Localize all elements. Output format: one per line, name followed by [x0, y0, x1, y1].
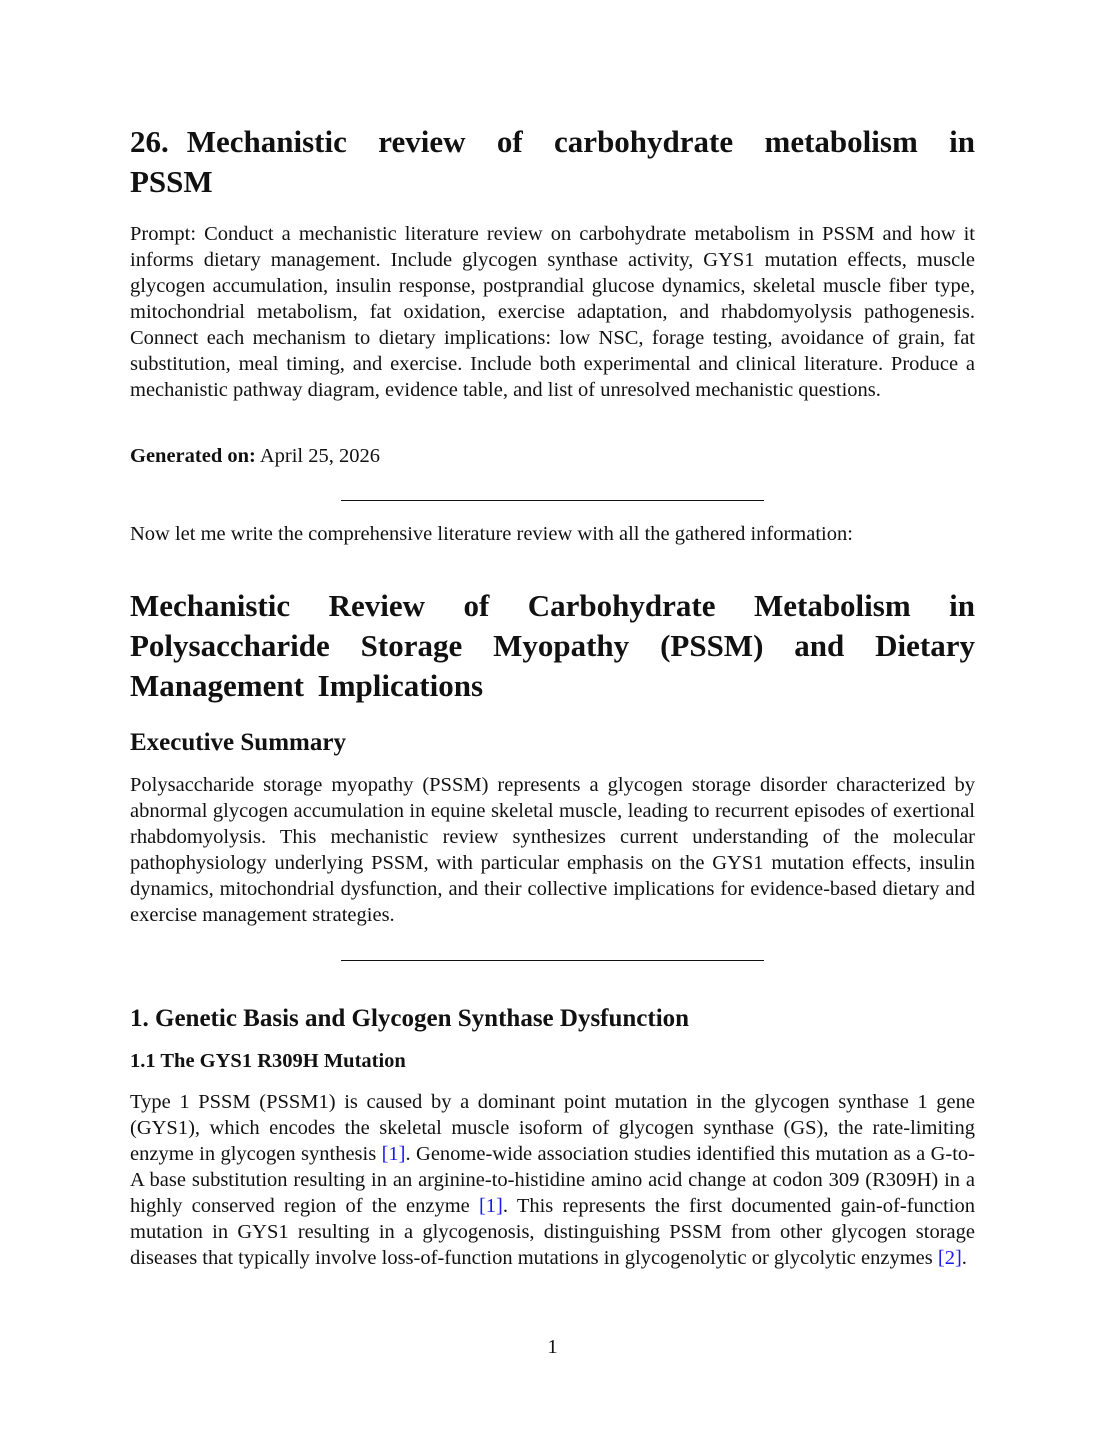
- citation-link-2[interactable]: [2]: [937, 1247, 962, 1269]
- horizontal-rule: [341, 960, 764, 961]
- subsection-1-1-paragraph: [130, 1089, 975, 1271]
- citation-link-1[interactable]: [1]: [381, 1143, 406, 1165]
- document-title: [130, 122, 975, 202]
- intro-paragraph: Now let me write the comprehensive literature review with all the gathered information:: [130, 523, 853, 545]
- paragraph-text: . Genome-wide association studies identified this mutation as a G-to-A base substitution resulting in an arginine-to-histidine amino acid change at codon 309 (R309H) in a highly conserved region of the enzyme: [130, 1143, 975, 1217]
- paragraph-text: . This represents the first documented gain-of-function mutation in GYS1 resulting in a glycogenosis, distinguishing PSSM from other glycogen storage diseases that typically involve loss-of-function mutations in glycogenolytic or glycolytic enzymes: [130, 1195, 975, 1269]
- generated-date: April 25, 2026: [259, 445, 380, 467]
- paragraph-text: .: [961, 1247, 967, 1269]
- subsection-1-1-heading: 1.1 The GYS1 R309H Mutation: [130, 1050, 406, 1072]
- generated-label: Generated on:: [130, 445, 256, 467]
- executive-summary-heading: Executive Summary: [130, 729, 346, 756]
- horizontal-rule: [341, 500, 764, 501]
- paragraph-text: Type 1 PSSM (PSSM1) is caused by a dominant point mutation in the glycogen synthase 1 gene (GYS1), which encodes the skeletal muscle isoform of glycogen synthase (GS), the rate-limiting enzyme in glycogen synthesis: [130, 1091, 975, 1165]
- generated-on-line: [130, 443, 975, 469]
- page-number: 1: [547, 1336, 558, 1358]
- title-text: Mechanistic review of carbohydrate metabolism in PSSM: [130, 124, 975, 199]
- citation-link-1[interactable]: [1]: [478, 1195, 503, 1217]
- main-title: Mechanistic Review of Carbohydrate Metabolism in Polysaccharide Storage Myopathy (PSSM) and Dietary Management Implications: [130, 588, 975, 703]
- executive-summary-paragraph: Polysaccharide storage myopathy (PSSM) represents a glycogen storage disorder characterized by abnormal glycogen accumulation in equine skeletal muscle, leading to recurrent episodes of exertional rhabdomyolysis. This mechanistic review synthesizes current understanding of the molecular pathophysiology underlying PSSM, with particular emphasis on the GYS1 mutation effects, insulin dynamics, mitochondrial dysfunction, and their collective implications for evidence-based dietary and exercise management strategies.: [130, 774, 975, 926]
- section-1-heading: 1. Genetic Basis and Glycogen Synthase Dysfunction: [130, 1005, 690, 1032]
- title-number: 26.: [130, 124, 169, 159]
- prompt-paragraph: Prompt: Conduct a mechanistic literature review on carbohydrate metabolism in PSSM and how it informs dietary management. Include glycogen synthase activity, GYS1 mutation effects, muscle glycogen accumulation, insulin response, postprandial glucose dynamics, skeletal muscle fiber type, mitochondrial metabolism, fat oxidation, exercise adaptation, and rhabdomyolysis pathogenesis. Connect each mechanism to dietary implications: low NSC, forage testing, avoidance of grain, fat substitution, meal timing, and exercise. Include both experimental and clinical literature. Produce a mechanistic pathway diagram, evidence table, and list of unresolved mechanistic questions.: [130, 223, 975, 401]
